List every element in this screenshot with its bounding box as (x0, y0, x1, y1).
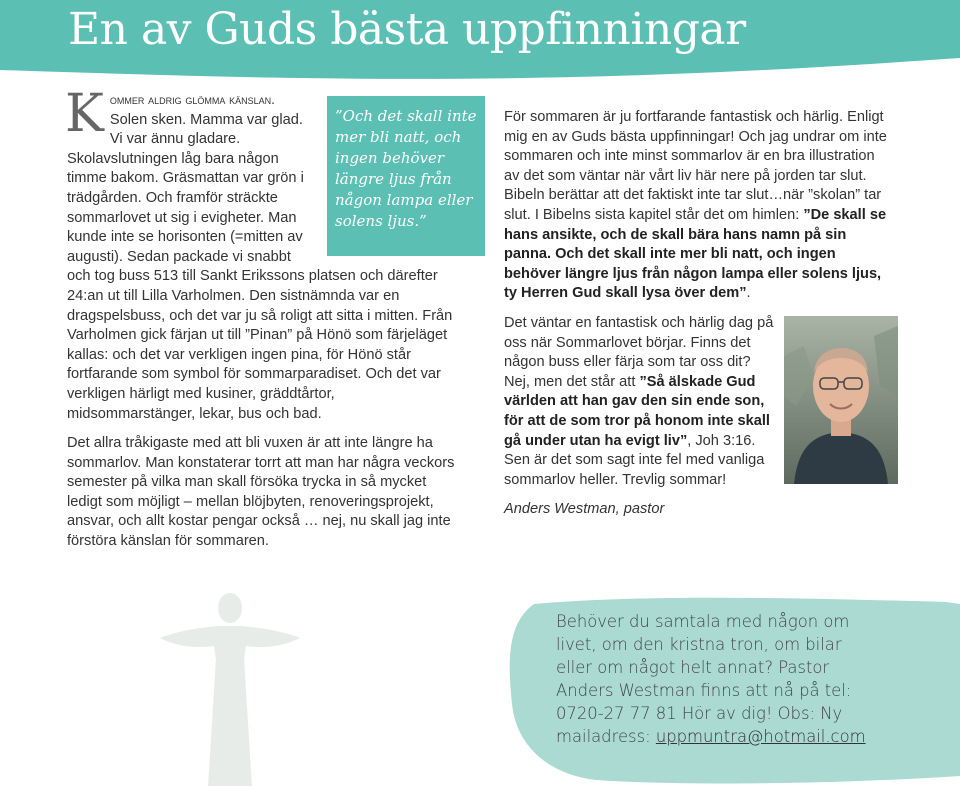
contact-text: Behöver du samtala med någon om livet, om den kristna tron, om bilar eller om något helt annat? Pastor Anders Westman finns att nå på tel: 0720-27 77 81 Hör av dig! Obs: Ny mailadress: (556, 612, 852, 746)
pull-quote: ”Och det skall inte mer bli natt, och ingen behöver längre ljus från någon lampa eller solens ljus.” (327, 96, 485, 256)
intro-text: Solen sken. Mamma var glad. Vi var ännu gladare. Skolavslutningen låg bara någon timme bakom. Gräsmattan var grön i trädgården. Och framför sträckte sommarlovet ut sig i evigheter. Man kunde inte se horisonten (=mitten av augusti). Sedan packade vi snabbt och tog buss 513 till Sankt Erikssons platsen och därefter 24:an ut till Lilla Varholmen. Den sistnämnda var en dragspelsbuss, och det var ju så roligt att sitta i mitten. Från Varholmen gick färjan ut till ”Pinan” på Hönö som färjeläget kallas: och det var verkligen ingen pina, för Hönö står fortfarande som symbol för sommarparadiset. Och det var verkligen härligt med kusiner, gräddtårtor, midsommarstänger, lekar, bus och bad. (67, 111, 453, 422)
intro-paragraph (65, 84, 477, 424)
body-text-4-end: , Joh 3:16. Sen är det som sagt inte fel med vanliga sommarlov heller. Trevlig sommar! (504, 432, 765, 488)
right-column (504, 108, 894, 530)
author-signature: Anders Westman, pastor (504, 501, 665, 518)
title-banner (0, 0, 960, 80)
body-text-3: För sommaren är ju fortfarande fantastisk och härlig. Enligt mig en av Guds bästa uppfinningar! Och jag undrar om inte sommaren och inte minst sommarlov är en bra illustration av det som väntar när vårt liv här nere på jorden tar slut. Bibeln berättar att det faktiskt inte tar slut…när ”skolan” tar slut. I Bibelns sista kapitel står det om himlen: (504, 109, 887, 223)
email-link[interactable]: uppmuntra@hotmail.com (655, 727, 866, 746)
drop-cap: K (65, 84, 104, 144)
body-paragraph-3 (504, 108, 894, 304)
bible-quote-1: ”De skall se hans ansikte, och de skall bära hans namn på sin panna. Och det skall inte mer bli natt, och ingen behöver längre ljus från någon lampa eller solens ljus, ty Herren Gud skall lysa över dem” (504, 206, 887, 302)
left-column (65, 84, 477, 562)
body-paragraph-4 (504, 314, 894, 490)
page-title: En av Guds bästa uppfinningar (68, 4, 746, 55)
body-text-4: Det väntar en fantastisk och härlig dag på oss när Sommarlovet börjar. Finns det någon buss eller färja som tar oss dit? Nej, men det står att (504, 314, 774, 390)
body-text-3-end: . (746, 285, 751, 302)
bible-quote-2: ”Så älskade Gud världen att han gav den sin ende son, för att de som tror på honom inte skall gå under utan ha evigt liv” (504, 373, 770, 449)
author-portrait-image (784, 316, 898, 484)
christ-statue-image (160, 590, 440, 786)
body-paragraph-2: Det allra tråkigaste med att bli vuxen är att inte längre ha sommarlov. Man konstaterar torrt att man har några veckors semester på vilka man skall försöka trycka in så mycket ledigt som möjligt – mellan blöjbyten, renoveringsprojekt, ansvar, och allt kostar pengar också … nej, nu skall jag inte förstöra känslan för sommaren. (67, 435, 455, 550)
author-photo (784, 316, 898, 484)
lead-smallcaps: ommer aldrig glömma känslan. (109, 92, 275, 107)
contact-callout (556, 610, 876, 748)
